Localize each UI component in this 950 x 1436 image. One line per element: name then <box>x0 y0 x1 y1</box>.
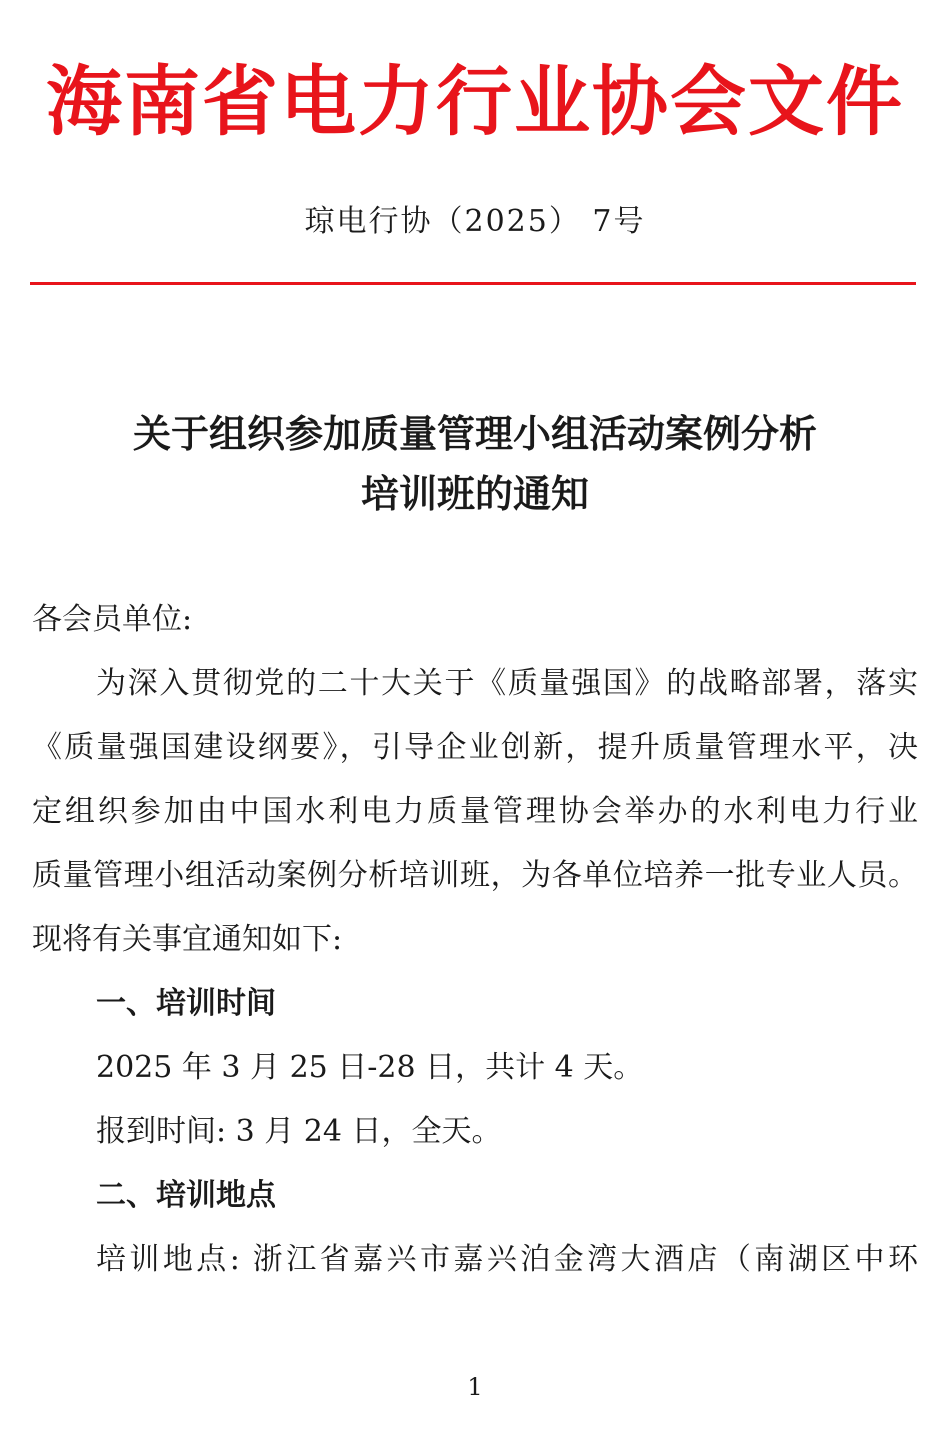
page-number: 1 <box>467 1373 483 1401</box>
paragraph-line: 质量管理小组活动案例分析培训班，为各单位培养一批专业人员。 <box>32 858 918 893</box>
salutation: 各会员单位: <box>32 602 193 637</box>
section-heading-training-location: 二、培训地点 <box>96 1178 276 1213</box>
notice-body <box>32 588 918 1292</box>
issuer-header-title: 海南省电力行业协会文件 <box>46 57 904 146</box>
paragraph-line: 定组织参加由中国水利电力质量管理协会举办的水利电力行业 <box>32 794 918 829</box>
training-dates: 2025 年 3 月 25 日-28 日，共计 4 天。 <box>96 1050 644 1085</box>
training-location: 培训地点: 浙江省嘉兴市嘉兴泊金湾大酒店（南湖区中环 <box>96 1242 918 1277</box>
check-in-time: 报到时间: 3 月 24 日，全天。 <box>96 1114 502 1149</box>
notice-title <box>0 404 950 524</box>
document-number: 琼电行协（2025） 7号 <box>304 204 646 239</box>
section-heading-training-time: 一、培训时间 <box>96 986 276 1021</box>
notice-title-line-1: 关于组织参加质量管理小组活动案例分析 <box>132 412 817 456</box>
header-divider <box>30 282 916 285</box>
paragraph-line: 《质量强国建设纲要》，引导企业创新，提升质量管理水平，决 <box>32 730 918 765</box>
paragraph-line: 为深入贯彻党的二十大关于《质量强国》的战略部署，落实 <box>96 666 918 701</box>
paragraph-line: 现将有关事宜通知如下: <box>32 922 343 957</box>
notice-title-line-2: 培训班的通知 <box>360 472 589 516</box>
